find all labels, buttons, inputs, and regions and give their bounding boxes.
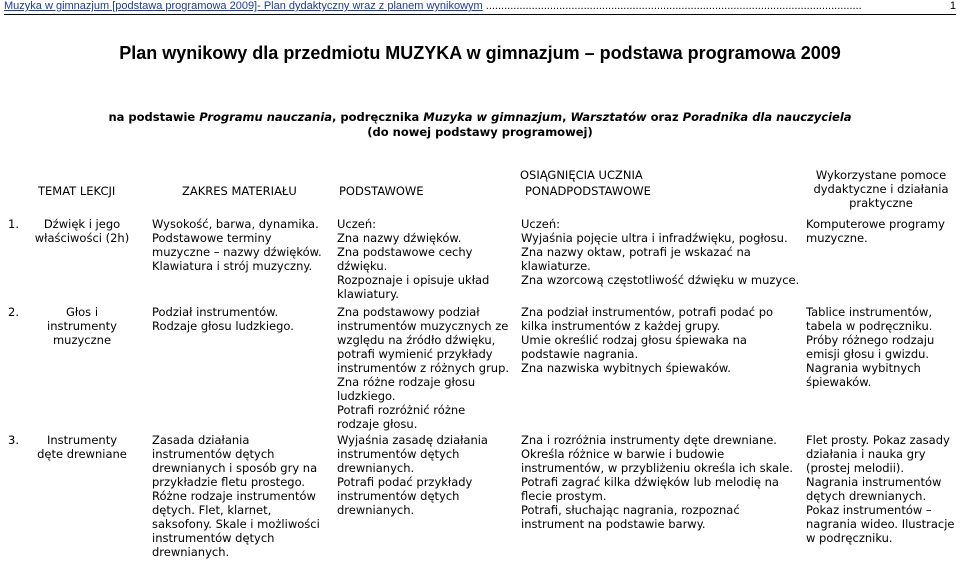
- cell-line: Uczeń:: [337, 217, 377, 231]
- cell-line: saksofony. Skale i możliwości: [152, 517, 320, 531]
- cell-line: Zna podstawowy podział: [337, 305, 480, 319]
- cell-line: Rodzaje głosu ludzkiego.: [152, 319, 294, 333]
- cell-line: Wysokość, barwa, dynamika.: [152, 217, 319, 231]
- subtitle-italic: Programu nauczania: [199, 110, 333, 124]
- subtitle-text: oraz: [646, 110, 683, 124]
- cell-line: Dźwięk i jego: [43, 217, 121, 231]
- cell-line: Umie określić rodzaj głosu śpiewaka na: [521, 333, 747, 347]
- subtitle-italic: Warsztatów: [570, 110, 647, 124]
- row-topic: [22, 217, 142, 245]
- cell-line: emisji głosu i gwizdu.: [806, 347, 930, 361]
- cell-line: Flet prosty. Pokaz zasady: [806, 433, 950, 447]
- cell-line: drewnianych.: [152, 545, 230, 559]
- row-basic: [337, 305, 509, 431]
- cell-line: tabela w podręczniku.: [806, 319, 933, 333]
- cell-line: drewnianych i sposób gry na: [152, 461, 318, 475]
- row-advanced: [521, 433, 793, 531]
- cell-line: Zna wzorcową częstotliwość dźwięku w muzyce.: [521, 273, 800, 287]
- cell-line: Komputerowe programy: [806, 217, 945, 231]
- cell-line: działania i nauka gry: [806, 447, 926, 461]
- cell-line: instrumentów dętych: [152, 531, 275, 545]
- cell-line: klawiatury.: [337, 287, 399, 301]
- row-advanced: [521, 305, 773, 375]
- cell-line: w podręczniku.: [806, 531, 893, 545]
- cell-line: Nagrania instrumentów: [806, 475, 942, 489]
- row-number: 1.: [8, 217, 19, 231]
- subtitle-italic: Poradnika dla nauczyciela: [682, 110, 852, 124]
- cell-line: instrumentów dętych: [337, 489, 460, 503]
- column-header-aids-line: Wykorzystane pomoce: [815, 168, 947, 182]
- cell-line: względu na źródło dźwięku,: [337, 333, 496, 347]
- cell-line: instrumentów z różnych grup.: [337, 361, 510, 375]
- cell-line: Tablice instrumentów,: [806, 305, 933, 319]
- cell-line: Nagrania wybitnych: [806, 361, 921, 375]
- column-header-topic: TEMAT LEKCJI: [38, 184, 116, 198]
- cell-line: Zna nazwiska wybitnych śpiewaków.: [521, 361, 731, 375]
- cell-line: Uczeń:: [521, 217, 561, 231]
- running-header: [4, 0, 956, 15]
- cell-line: Potrafi podać przykłady: [337, 475, 473, 489]
- row-scope: [152, 217, 322, 273]
- cell-line: dęte drewniane: [37, 447, 127, 461]
- cell-line: Zna nazwy oktaw, potrafi je wskazać na: [521, 245, 751, 259]
- subtitle-text: na podstawie: [108, 110, 200, 124]
- cell-line: muzyczne: [52, 333, 112, 347]
- row-topic: [22, 305, 142, 347]
- cell-line: Różne rodzaje instrumentów: [152, 489, 316, 503]
- cell-line: Zasada działania: [152, 433, 250, 447]
- cell-line: Instrumenty: [46, 433, 118, 447]
- column-header-advanced: PONADPODSTAWOWE: [525, 184, 651, 198]
- row-number: 3.: [8, 433, 19, 447]
- cell-line: Klawiatura i strój muzyczny.: [152, 259, 313, 273]
- cell-line: potrafi wymienić przykłady: [337, 347, 493, 361]
- cell-line: drewnianych.: [337, 461, 415, 475]
- column-header-achievements: OSIĄGNIĘCIA UCZNIA: [520, 168, 643, 182]
- page-title: Plan wynikowy dla przedmiotu MUZYKA w gimnazjum – podstawa programowa 2009: [119, 43, 841, 63]
- cell-line: Zna i rozróżnia instrumenty dęte drewniane.: [521, 433, 777, 447]
- row-scope: [152, 305, 294, 333]
- cell-line: instrumentów dętych: [152, 447, 275, 461]
- subtitle-text: , podręcznika: [332, 110, 424, 124]
- row-topic: [22, 433, 142, 461]
- cell-line: Określa różnice w barwie i budowie: [521, 447, 725, 461]
- cell-line: dźwięku.: [337, 259, 388, 273]
- column-header-aids: [800, 168, 960, 210]
- subtitle-text: ,: [562, 110, 571, 124]
- cell-line: Zna różne rodzaje głosu: [337, 375, 476, 389]
- cell-line: Podstawowe terminy: [152, 231, 272, 245]
- cell-line: kilka instrumentów z każdej grupy.: [521, 319, 721, 333]
- cell-line: instrumentów, w przybliżeniu określa ich skale.: [521, 461, 794, 475]
- cell-line: śpiewaków.: [806, 375, 872, 389]
- cell-line: muzyczne – nazwy dźwięków.: [152, 245, 322, 259]
- cell-line: Podział instrumentów.: [152, 305, 279, 319]
- subtitle-line2: (do nowej podstawy programowej): [367, 125, 593, 139]
- cell-line: Rozpoznaje i opisuje układ: [337, 273, 490, 287]
- cell-line: dętych. Flet, klarnet,: [152, 503, 272, 517]
- row-aids: [806, 217, 945, 245]
- cell-line: Pokaz instrumentów –: [806, 503, 932, 517]
- row-advanced: [521, 217, 799, 287]
- page-subtitle: [0, 110, 960, 140]
- document-title-link[interactable]: Muzyka w gimnazjum [podstawa programowa 2009]- Plan dydaktyczny wraz z planem wynikowym: [4, 0, 483, 12]
- cell-line: instrumenty: [47, 319, 117, 333]
- cell-line: Próby różnego rodzaju: [806, 333, 935, 347]
- cell-line: Zna podstawowe cechy: [337, 245, 473, 259]
- row-number: 2.: [8, 305, 19, 319]
- column-header-scope: ZAKRES MATERIAŁU: [182, 184, 297, 198]
- row-basic: [337, 217, 489, 301]
- cell-line: nagrania wideo. Ilustracje: [806, 517, 955, 531]
- cell-line: Wyjaśnia pojęcie ultra i infradźwięku, pogłosu.: [521, 231, 788, 245]
- cell-line: Zna nazwy dźwięków.: [337, 231, 462, 245]
- cell-line: dętych drewnianych.: [806, 489, 927, 503]
- cell-line: Wyjaśnia zasadę działania: [337, 433, 488, 447]
- cell-line: właściwości (2h): [34, 231, 130, 245]
- row-basic: [337, 433, 488, 517]
- cell-line: muzyczne.: [806, 231, 868, 245]
- cell-line: (prostej melodii).: [806, 461, 905, 475]
- cell-line: drewnianych.: [337, 503, 415, 517]
- cell-line: instrumentów dętych: [337, 447, 460, 461]
- cell-line: ludzkiego.: [337, 389, 396, 403]
- row-scope: [152, 433, 320, 559]
- subtitle-italic: Muzyka w gimnazjum: [423, 110, 563, 124]
- column-header-basic: PODSTAWOWE: [339, 184, 424, 198]
- cell-line: Głos i: [65, 305, 99, 319]
- cell-line: flecie prostym.: [521, 489, 607, 503]
- cell-line: instrumentów muzycznych ze: [337, 319, 509, 333]
- cell-line: Potrafi, słuchając nagrania, rozpoznać: [521, 503, 740, 517]
- leader-dots: ...........................................................................................................................: [485, 0, 862, 12]
- column-header-aids-line: dydaktyczne i działania: [813, 182, 949, 196]
- cell-line: przykładzie fletu prostego.: [152, 475, 306, 489]
- cell-line: klawiaturze.: [521, 259, 591, 273]
- row-aids: [806, 433, 954, 545]
- cell-line: instrument na podstawie barwy.: [521, 517, 706, 531]
- cell-line: Potrafi rozróżnić różne: [337, 403, 466, 417]
- row-aids: [806, 305, 934, 389]
- cell-line: podstawie nagrania.: [521, 347, 639, 361]
- cell-line: Potrafi zagrać kilka dźwięków lub melodię na: [521, 475, 779, 489]
- cell-line: rodzaje głosu.: [337, 417, 418, 431]
- page-number: 1: [949, 0, 956, 12]
- column-header-aids-line: praktyczne: [849, 196, 913, 210]
- cell-line: Zna podział instrumentów, potrafi podać po: [521, 305, 774, 319]
